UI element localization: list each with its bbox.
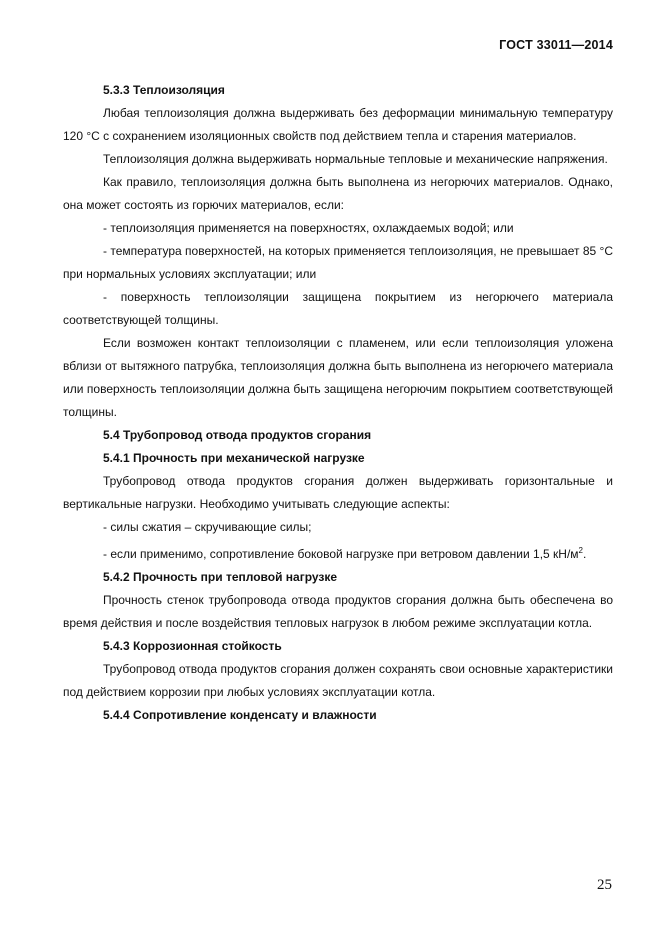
- list-item: - силы сжатия – скручивающие силы;: [103, 520, 312, 534]
- list-item: - температура поверхностей, на которых применяется теплоизоляция, не превышает 85 °С при нормальных условиях эксплуатации; или: [63, 244, 613, 281]
- paragraph: Теплоизоляция должна выдерживать нормальные тепловые и механические напряжения.: [103, 152, 608, 166]
- paragraph: Любая теплоизоляция должна выдерживать без деформации минимальную температуру 120 °С с сохранением изоляционных свойств под действием тепла и старения материалов.: [63, 106, 613, 143]
- section-heading: 5.4.3 Коррозионная стойкость: [103, 639, 282, 653]
- document-body: [63, 79, 613, 727]
- section-heading: 5.4.1 Прочность при механической нагрузке: [103, 451, 365, 465]
- superscript: 2: [578, 546, 583, 555]
- paragraph: Если возможен контакт теплоизоляции с пламенем, или если теплоизоляция уложена вблизи от вытяжного патрубка, теплоизоляция должна быть выполнена из негорючего материала или поверхность теплоизоляции должна быть защищена негорючим покрытием соответствующей толщины.: [63, 336, 613, 419]
- paragraph: Прочность стенок трубопровода отвода продуктов сгорания должна быть обеспечена во время действия и после воздействия тепловых нагрузок в любом режиме эксплуатации котла.: [63, 593, 613, 630]
- list-item: - поверхность теплоизоляции защищена покрытием из негорючего материала соответствующей толщины.: [63, 290, 613, 327]
- page-number: 25: [597, 877, 612, 893]
- paragraph: Как правило, теплоизоляция должна быть выполнена из негорючих материалов. Однако, она может состоять из горючих материалов, если:: [63, 175, 613, 212]
- section-heading: 5.4.4 Сопротивление конденсату и влажности: [103, 708, 377, 722]
- section-heading: 5.3.3 Теплоизоляция: [103, 83, 225, 97]
- list-item: [63, 539, 613, 566]
- list-item-text: - если применимо, сопротивление боковой нагрузке при ветровом давлении 1,5 кН/м: [103, 547, 579, 561]
- section-heading: 5.4 Трубопровод отвода продуктов сгорания: [103, 428, 372, 442]
- paragraph: Трубопровод отвода продуктов сгорания должен сохранять свои основные характеристики под действием коррозии при любых условиях эксплуатации котла.: [63, 662, 613, 699]
- list-item-tail: .: [583, 547, 587, 561]
- section-heading: 5.4.2 Прочность при тепловой нагрузке: [103, 570, 338, 584]
- document-code: ГОСТ 33011—2014: [499, 38, 613, 52]
- list-item: - теплоизоляция применяется на поверхностях, охлаждаемых водой; или: [103, 221, 514, 235]
- paragraph: Трубопровод отвода продуктов сгорания должен выдерживать горизонтальные и вертикальные нагрузки. Необходимо учитывать следующие аспекты:: [63, 474, 613, 511]
